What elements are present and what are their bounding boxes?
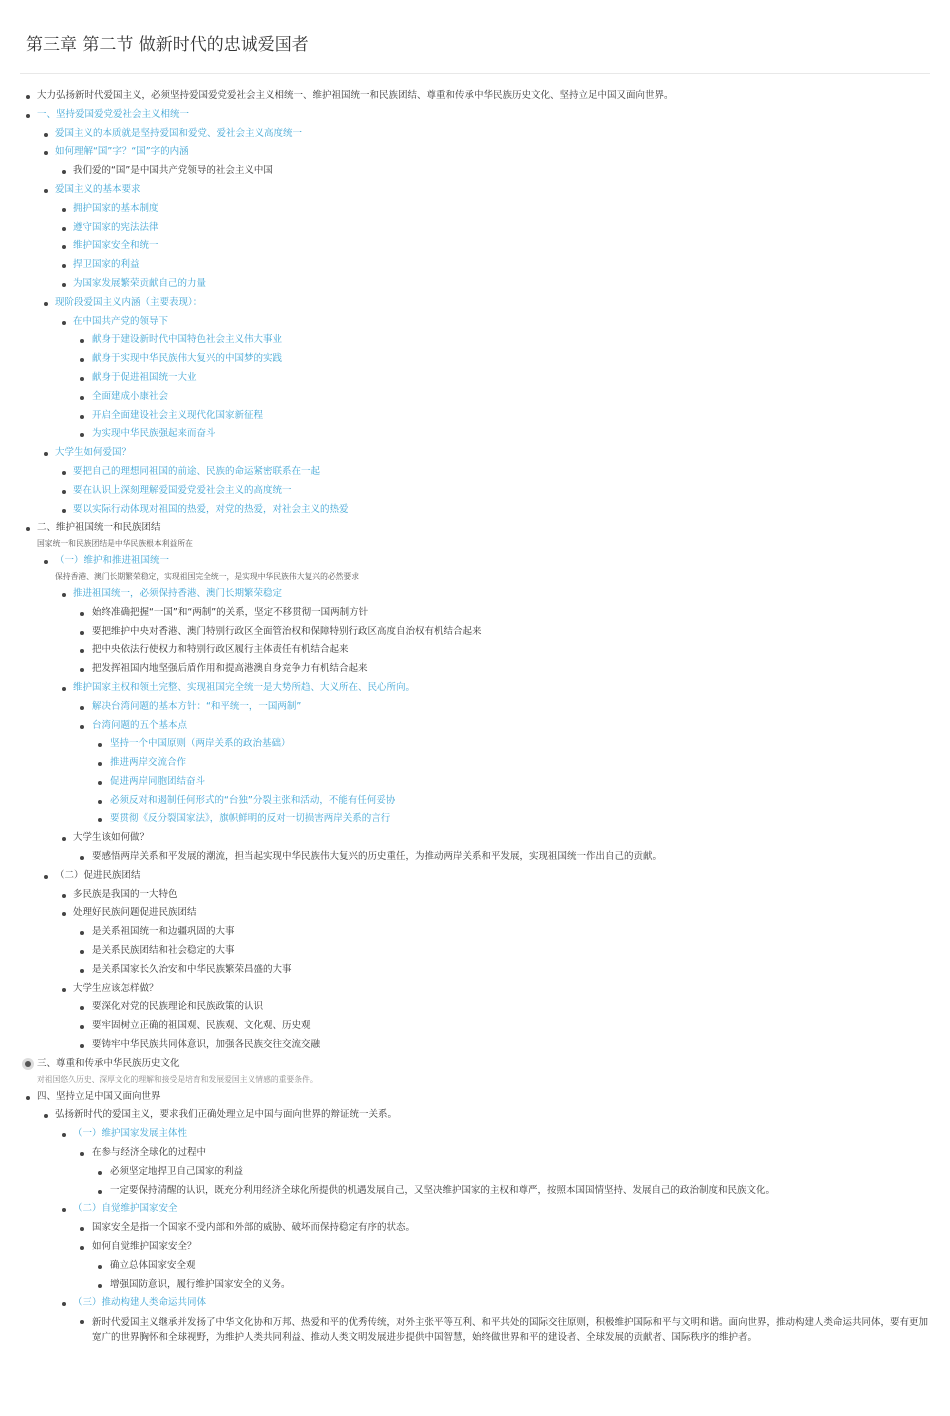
bullet-icon[interactable] xyxy=(44,560,48,564)
bullet-icon[interactable] xyxy=(62,208,66,212)
outline-node-text: 国家安全是指一个国家不受内部和外部的威胁、破坏而保持稳定有序的状态。 xyxy=(92,1222,416,1234)
bullet-icon[interactable] xyxy=(44,875,48,879)
outline-node-text: （三）推动构建人类命运共同体 xyxy=(73,1297,207,1309)
bullet-icon[interactable] xyxy=(98,781,102,785)
outline-node[interactable] xyxy=(0,980,950,999)
bullet-icon[interactable] xyxy=(80,1044,84,1048)
bullet-icon[interactable] xyxy=(98,1265,102,1269)
bullet-icon[interactable] xyxy=(80,1320,84,1324)
bullet-icon[interactable] xyxy=(80,969,84,973)
outline-node-text: 四、坚持立足中国又面向世界 xyxy=(37,1090,161,1102)
outline-node-text: 大学生应该怎样做？ xyxy=(73,982,159,994)
outline-node[interactable] xyxy=(0,1294,950,1313)
bullet-icon[interactable] xyxy=(62,837,66,841)
bullet-icon[interactable] xyxy=(62,471,66,475)
outline-node-text: 新时代爱国主义继承并发扬了中华文化协和万邦、热爱和平的优秀传统，对外主张平等互利、和平共处的国际交往原则，积极维护国际和平与文明和谐。面向世界，推动构建人类命运共同体，要有更加宽广的世界胸怀和全球视野，为维护人类共同利益、推动人类文明发展进步提供中国智慧，始终做世界和平的建设者、全球发展的贡献者、国际秩序的维护者。 xyxy=(92,1317,929,1344)
bullet-icon[interactable] xyxy=(44,452,48,456)
bullet-icon[interactable] xyxy=(80,631,84,635)
outline-node-text: 二、维护祖国统一和民族团结 xyxy=(37,522,161,534)
outline-node[interactable] xyxy=(0,773,950,792)
bullet-icon[interactable] xyxy=(44,189,48,193)
outline-node[interactable] xyxy=(0,388,950,407)
outline-node[interactable] xyxy=(0,87,950,106)
outline-node[interactable] xyxy=(0,848,950,867)
bullet-icon[interactable] xyxy=(80,725,84,729)
outline-node-text: 爱国主义的本质就是坚持爱国和爱党、爱社会主义高度统一 xyxy=(55,127,303,139)
outline-node-text: 如何自觉维护国家安全？ xyxy=(92,1241,197,1253)
outline-node[interactable] xyxy=(0,444,950,463)
outline-node[interactable] xyxy=(0,143,950,162)
bullet-icon[interactable] xyxy=(80,856,84,860)
bullet-icon[interactable] xyxy=(80,706,84,710)
page-title: 第三章 第二节 做新时代的忠诚爱国者 xyxy=(26,35,309,55)
bullet-icon[interactable] xyxy=(80,649,84,653)
bullet-icon[interactable] xyxy=(98,743,102,747)
outline-node-text: 把发挥祖国内地坚强后盾作用和提高港澳自身竞争力有机结合起来 xyxy=(92,663,368,675)
outline-node[interactable] xyxy=(0,1163,950,1182)
outline-node-text: 要以实际行动体现对祖国的热爱，对党的热爱，对社会主义的热爱 xyxy=(73,503,349,515)
outline-node[interactable] xyxy=(0,604,950,623)
outline-node[interactable] xyxy=(0,698,950,717)
bullet-icon[interactable] xyxy=(26,527,30,531)
outline-node-text: 始终准确把握“一国”和“两制”的关系，坚定不移贯彻一国两制方针 xyxy=(92,606,369,618)
bullet-icon[interactable] xyxy=(98,1171,102,1175)
outline-node[interactable] xyxy=(0,181,950,200)
bullet-icon[interactable] xyxy=(80,339,84,343)
bullet-icon[interactable] xyxy=(80,1227,84,1231)
bullet-icon[interactable] xyxy=(80,668,84,672)
outline-node-text: 三、尊重和传承中华民族历史文化 xyxy=(37,1057,180,1069)
outline-node-text: 必须坚定地捍卫自己国家的利益 xyxy=(110,1165,244,1177)
bullet-icon[interactable] xyxy=(98,762,102,766)
bullet-icon[interactable] xyxy=(62,988,66,992)
outline-node[interactable] xyxy=(0,369,950,388)
outline-node[interactable] xyxy=(0,1125,950,1144)
outline-node[interactable] xyxy=(0,623,950,642)
bullet-icon[interactable] xyxy=(26,95,30,99)
outline-node-text: 为国家发展繁荣贡献自己的力量 xyxy=(73,277,207,289)
bullet-icon[interactable] xyxy=(98,1284,102,1288)
bullet-icon[interactable] xyxy=(62,894,66,898)
outline-node[interactable] xyxy=(0,1257,950,1276)
outline-node[interactable] xyxy=(0,904,950,923)
outline-node[interactable] xyxy=(0,867,950,886)
outline-node-text: 我们爱的“国”是中国共产党领导的社会主义中国 xyxy=(73,165,273,177)
outline-node[interactable] xyxy=(0,425,950,444)
title-divider xyxy=(20,73,930,74)
bullet-icon[interactable] xyxy=(26,1096,30,1100)
outline-node-text: 大学生如何爱国？ xyxy=(55,447,132,459)
outline-node[interactable] xyxy=(0,641,950,660)
outline-node[interactable] xyxy=(0,1088,950,1107)
outline-node[interactable] xyxy=(0,679,950,698)
bullet-icon[interactable] xyxy=(62,264,66,268)
outline-node[interactable] xyxy=(0,256,950,275)
bullet-icon[interactable] xyxy=(80,396,84,400)
outline-node[interactable] xyxy=(0,942,950,961)
outline-node-text: （一）维护国家发展主体性 xyxy=(73,1128,188,1140)
bullet-icon[interactable] xyxy=(62,509,66,513)
bullet-icon[interactable] xyxy=(62,1302,66,1306)
outline-node[interactable] xyxy=(0,1036,950,1055)
outline-node-text: 捍卫国家的利益 xyxy=(73,259,140,271)
outline-node[interactable] xyxy=(0,1313,937,1347)
outline-node-text: 要感悟两岸关系和平发展的潮流，担当起实现中华民族伟大复兴的历史重任，为推动两岸关系和平发展，实现祖国统一作出自己的贡献。 xyxy=(92,851,663,863)
outline-node[interactable] xyxy=(0,501,950,520)
outline-node-text: 爱国主义的基本要求 xyxy=(55,183,141,195)
outline-node-text: 一定要保持清醒的认识，既充分利用经济全球化所提供的机遇发展自己，又坚决维护国家的主权和尊严，按照本国国情坚持、发展自己的政治制度和民族文化。 xyxy=(110,1184,776,1196)
outline-node[interactable] xyxy=(0,463,950,482)
bullet-icon[interactable] xyxy=(62,593,66,597)
outline-node-text: 全面建成小康社会 xyxy=(92,390,169,402)
outline-node-text: 大学生该如何做？ xyxy=(73,832,150,844)
outline-node[interactable] xyxy=(0,660,950,679)
outline-node[interactable] xyxy=(0,106,950,125)
bullet-icon[interactable] xyxy=(80,1152,84,1156)
outline-node[interactable] xyxy=(0,998,950,1017)
bullet-icon[interactable] xyxy=(80,377,84,381)
outline-node-note: 国家统一和民族团结是中华民族根本利益所在 xyxy=(37,539,193,549)
outline-node[interactable] xyxy=(0,125,950,144)
outline-node[interactable] xyxy=(0,1144,950,1163)
bullet-icon[interactable] xyxy=(62,687,66,691)
outline-node[interactable] xyxy=(0,1182,950,1201)
outline-node-text: 促进两岸同胞团结奋斗 xyxy=(110,775,206,787)
bullet-icon[interactable] xyxy=(44,151,48,155)
outline-node[interactable] xyxy=(0,1017,950,1036)
outline-node-text: 坚持一个中国原则（两岸关系的政治基础） xyxy=(110,738,291,750)
outline-node-text: 要铸牢中华民族共同体意识，加强各民族交往交流交融 xyxy=(92,1039,321,1051)
outline-node-note: 对祖国悠久历史、深厚文化的理解和接受是培育和发展爱国主义情感的重要条件。 xyxy=(37,1074,318,1084)
outline-node[interactable] xyxy=(0,886,950,905)
outline-node[interactable] xyxy=(0,237,950,256)
outline-node[interactable] xyxy=(0,1238,950,1257)
bullet-icon[interactable] xyxy=(80,1006,84,1010)
outline-node-text: 处理好民族问题促进民族团结 xyxy=(73,907,197,919)
outline-node[interactable] xyxy=(0,1200,950,1219)
bullet-icon[interactable] xyxy=(44,133,48,137)
outline-node-text: 献身于促进祖国统一大业 xyxy=(92,371,197,383)
bullet-icon[interactable] xyxy=(44,302,48,306)
bullet-icon[interactable] xyxy=(62,490,66,494)
outline-node-text: 推进两岸交流合作 xyxy=(110,757,187,769)
outline-node[interactable] xyxy=(0,961,950,980)
bullet-icon[interactable] xyxy=(98,800,102,804)
outline-node-text: 台湾问题的五个基本点 xyxy=(92,719,188,731)
outline-node-text: 现阶段爱国主义内涵（主要表现）： xyxy=(55,296,203,308)
bullet-icon[interactable] xyxy=(98,1190,102,1194)
outline-node-text: 大力弘扬新时代爱国主义，必须坚持爱国爱党爱社会主义相统一、维护祖国统一和民族团结、尊重和传承中华民族历史文化、坚持立足中国又面向世界。 xyxy=(37,90,674,101)
outline-node[interactable] xyxy=(0,1106,950,1125)
bullet-icon[interactable] xyxy=(80,1246,84,1250)
outline-node-text: 要把自己的理想同祖国的前途、民族的命运紧密联系在一起 xyxy=(73,465,321,477)
outline-node[interactable] xyxy=(0,735,950,754)
bullet-icon[interactable] xyxy=(80,950,84,954)
outline-node-text: 维护国家安全和统一 xyxy=(73,240,159,252)
bullet-icon[interactable] xyxy=(62,227,66,231)
bullet-icon[interactable] xyxy=(80,358,84,362)
outline-node-text: 解决台湾问题的基本方针：“和平统一，一国两制” xyxy=(92,700,302,712)
outline-node[interactable] xyxy=(0,754,950,773)
outline-node[interactable] xyxy=(0,200,950,219)
bullet-icon[interactable] xyxy=(44,1114,48,1118)
outline-node-text: 献身于建设新时代中国特色社会主义伟大事业 xyxy=(92,334,283,346)
outline-node-text: 一、坚持爱国爱党爱社会主义相统一 xyxy=(37,108,190,120)
outline-node[interactable] xyxy=(0,923,950,942)
bullet-icon[interactable] xyxy=(62,283,66,287)
outline-node[interactable] xyxy=(0,585,950,604)
outline-node-text: 遵守国家的宪法法律 xyxy=(73,221,159,233)
outline-node[interactable] xyxy=(0,829,950,848)
outline-node-text: 献身于实现中华民族伟大复兴的中国梦的实践 xyxy=(92,353,283,365)
outline-node[interactable] xyxy=(0,810,950,829)
outline-node-text: 要在认识上深刻理解爱国爱党爱社会主义的高度统一 xyxy=(73,484,292,496)
bullet-icon[interactable] xyxy=(80,433,84,437)
bullet-icon[interactable] xyxy=(62,321,66,325)
outline-node[interactable] xyxy=(0,482,950,501)
outline-node-text: 要深化对党的民族理论和民族政策的认识 xyxy=(92,1001,264,1013)
outline-node-text: 在中国共产党的领导下 xyxy=(73,315,169,327)
bullet-icon[interactable] xyxy=(62,245,66,249)
outline-node-text: 增强国防意识，履行维护国家安全的义务。 xyxy=(110,1278,291,1290)
outline-node[interactable] xyxy=(0,407,950,426)
outline-node-text: 是关系祖国统一和边疆巩固的大事 xyxy=(92,926,235,938)
collapsed-bullet-icon[interactable] xyxy=(25,1061,31,1067)
outline-node[interactable] xyxy=(0,1276,950,1295)
outline-node[interactable] xyxy=(0,294,950,313)
outline-node-text: 拥护国家的基本制度 xyxy=(73,202,159,214)
bullet-icon[interactable] xyxy=(62,1133,66,1137)
outline-node-text: 把中央依法行使权力和特别行政区履行主体责任有机结合起来 xyxy=(92,644,349,656)
bullet-icon[interactable] xyxy=(80,612,84,616)
outline-node-text: 要把维护中央对香港、澳门特别行政区全面管治权和保障特别行政区高度自治权有机结合起来 xyxy=(92,625,482,637)
outline-node[interactable] xyxy=(0,792,950,811)
bullet-icon[interactable] xyxy=(80,1025,84,1029)
outline-node-text: 确立总体国家安全观 xyxy=(110,1259,196,1271)
outline-node-text: （二）自觉维护国家安全 xyxy=(73,1203,178,1215)
outline-node-text: 如何理解“国”字？“国”字的内涵 xyxy=(55,146,189,158)
outline-node[interactable] xyxy=(0,717,950,736)
outline-node-text: 为实现中华民族强起来而奋斗 xyxy=(92,428,216,440)
outline-node[interactable] xyxy=(0,331,950,350)
outline-node-note: 保持香港、澳门长期繁荣稳定，实现祖国完全统一，是实现中华民族伟大复兴的必然要求 xyxy=(55,571,360,581)
outline-node[interactable] xyxy=(0,162,950,181)
outline-node-text: 是关系国家长久治安和中华民族繁荣昌盛的大事 xyxy=(92,963,292,975)
outline-node[interactable] xyxy=(0,1219,950,1238)
outline-tree xyxy=(0,87,950,1347)
bullet-icon[interactable] xyxy=(26,114,30,118)
bullet-icon[interactable] xyxy=(98,818,102,822)
outline-node-text: 维护国家主权和领土完整、实现祖国完全统一是大势所趋、大义所在、民心所向。 xyxy=(73,681,416,693)
outline-node-text: （一）维护和推进祖国统一 xyxy=(55,555,170,567)
outline-node[interactable] xyxy=(0,275,950,294)
outline-node-text: 开启全面建设社会主义现代化国家新征程 xyxy=(92,409,264,421)
outline-node-text: 要牢固树立正确的祖国观、民族观、文化观、历史观 xyxy=(92,1020,311,1032)
outline-node-text: 要贯彻《反分裂国家法》，旗帜鲜明的反对一切损害两岸关系的言行 xyxy=(110,813,391,825)
outline-node-text: 推进祖国统一，必须保持香港、澳门长期繁荣稳定 xyxy=(73,587,283,599)
bullet-icon[interactable] xyxy=(62,170,66,174)
outline-node-text: 在参与经济全球化的过程中 xyxy=(92,1147,207,1159)
outline-node[interactable] xyxy=(0,350,950,369)
outline-node-text: 是关系民族团结和社会稳定的大事 xyxy=(92,945,235,957)
outline-node-text: 多民族是我国的一大特色 xyxy=(73,888,178,900)
bullet-icon[interactable] xyxy=(62,1208,66,1212)
bullet-icon[interactable] xyxy=(80,415,84,419)
outline-node-text: 弘扬新时代的爱国主义，要求我们正确处理立足中国与面向世界的辩证统一关系。 xyxy=(55,1109,398,1121)
outline-node-text: （二）促进民族团结 xyxy=(55,869,141,881)
bullet-icon[interactable] xyxy=(80,931,84,935)
outline-node[interactable] xyxy=(0,313,950,332)
outline-node[interactable] xyxy=(0,219,950,238)
bullet-icon[interactable] xyxy=(62,912,66,916)
outline-node-text: 必须反对和遏制任何形式的“台独”分裂主张和活动，不能有任何妥协 xyxy=(110,794,396,806)
